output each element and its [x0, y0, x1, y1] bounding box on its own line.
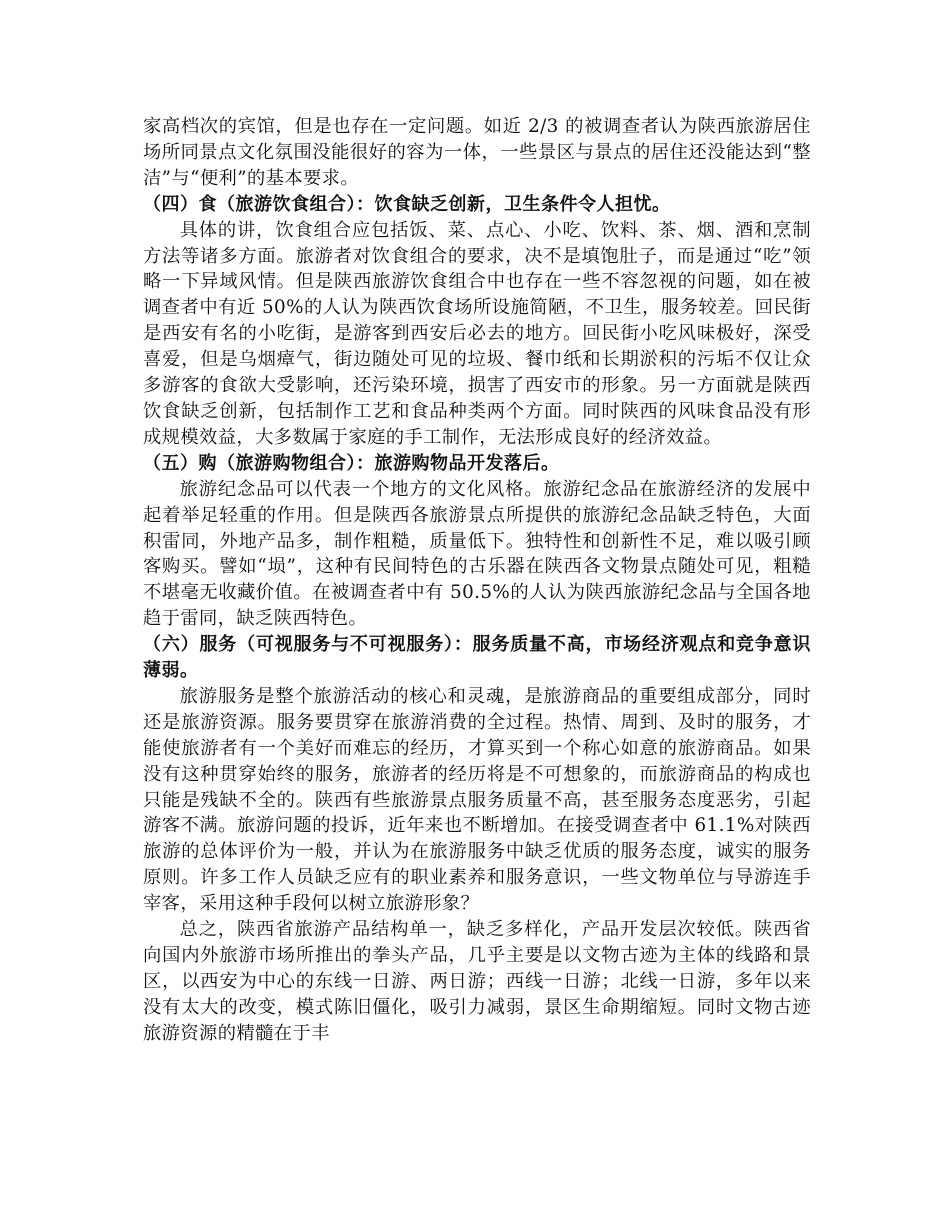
section-heading-shopping: （五）购（旅游购物组合）：旅游购物品开发落后。: [143, 452, 560, 474]
paragraph-lodging-continued: 家高档次的宾馆，但是也存在一定问题。如近 2/3 的被调查者认为陕西旅游居住场所同景点文化氛围没能很好的容为一体，一些景区与景点的居住还没能达到“整洁”与“便利”的基本要求。: [143, 116, 811, 189]
paragraph-summary: 总之，陕西省旅游产品结构单一，缺乏多样化，产品开发层次较低。陕西省向国内外旅游市场所推出的拳头产品，几乎主要是以文物古迹为主体的线路和景区，以西安为中心的东线一日游、两日游；西线一日游；北线一日游，多年以来没有太大的改变，模式陈旧僵化，吸引力减弱，景区生命期缩短。同时文物古迹旅游资源的精髓在于丰: [143, 919, 811, 1044]
section-heading-food: （四）食（旅游饮食组合）：饮食缺乏创新，卫生条件令人担忧。: [143, 193, 671, 215]
paragraph-shopping: 旅游纪念品可以代表一个地方的文化风格。旅游纪念品在旅游经济的发展中起着举足轻重的作用。但是陕西各旅游景点所提供的旅游纪念品缺乏特色，大面积雷同，外地产品多，制作粗糙，质量低下。独特性和创新性不足，难以吸引顾客购买。譬如“埙”，这种有民间特色的古乐器在陕西各文物景点随处可见，粗糙不堪毫无收藏价值。在被调查者中有 50.5%的人认为陕西旅游纪念品与全国各地趋于雷同，缺乏陕西特色。: [143, 478, 811, 630]
section-heading-service: （六）服务（可视服务与不可视服务）：服务质量不高，市场经济观点和竞争意识薄弱。: [143, 634, 811, 682]
paragraph-service: 旅游服务是整个旅游活动的核心和灵魂，是旅游商品的重要组成部分，同时还是旅游资源。服务要贯穿在旅游消费的全过程。热情、周到、及时的服务，才能使旅游者有一个美好而难忘的经历，才算买到一个称心如意的旅游商品。如果没有这种贯穿始终的服务，旅游者的经历将是不可想象的，而旅游商品的构成也只能是残缺不全的。陕西有些旅游景点服务质量不高，甚至服务态度恶劣，引起游客不满。旅游问题的投诉，近年来也不断增加。在接受调查者中 61.1%对陕西旅游的总体评价为一般，并认为在旅游服务中缺乏优质的服务态度，诚实的服务原则。许多工作人员缺乏应有的职业素养和服务意识，一些文物单位与导游连手宰客，采用这种手段何以树立旅游形象？: [143, 685, 811, 915]
paragraph-food: 具体的讲，饮食组合应包括饭、菜、点心、小吃、饮料、茶、烟、酒和烹制方法等诸多方面。旅游者对饮食组合的要求，决不是填饱肚子，而是通过“吃”领略一下异域风情。但是陕西旅游饮食组合中也存在一些不容忽视的问题，如在被调查者中有近 50%的人认为陕西饮食场所设施简陋，不卫生，服务较差。回民街是西安有名的小吃街，是游客到西安后必去的地方。回民街小吃风味极好，深受喜爱，但是乌烟瘴气，街边随处可见的垃圾、餐巾纸和长期淤积的污垢不仅让众多游客的食欲大受影响，还污染环境，损害了西安市的形象。另一方面就是陕西饮食缺乏创新，包括制作工艺和食品种类两个方面。同时陕西的风味食品没有形成规模效益，大多数属于家庭的手工制作，无法形成良好的经济效益。: [143, 219, 811, 448]
document-page: [143, 114, 811, 1047]
